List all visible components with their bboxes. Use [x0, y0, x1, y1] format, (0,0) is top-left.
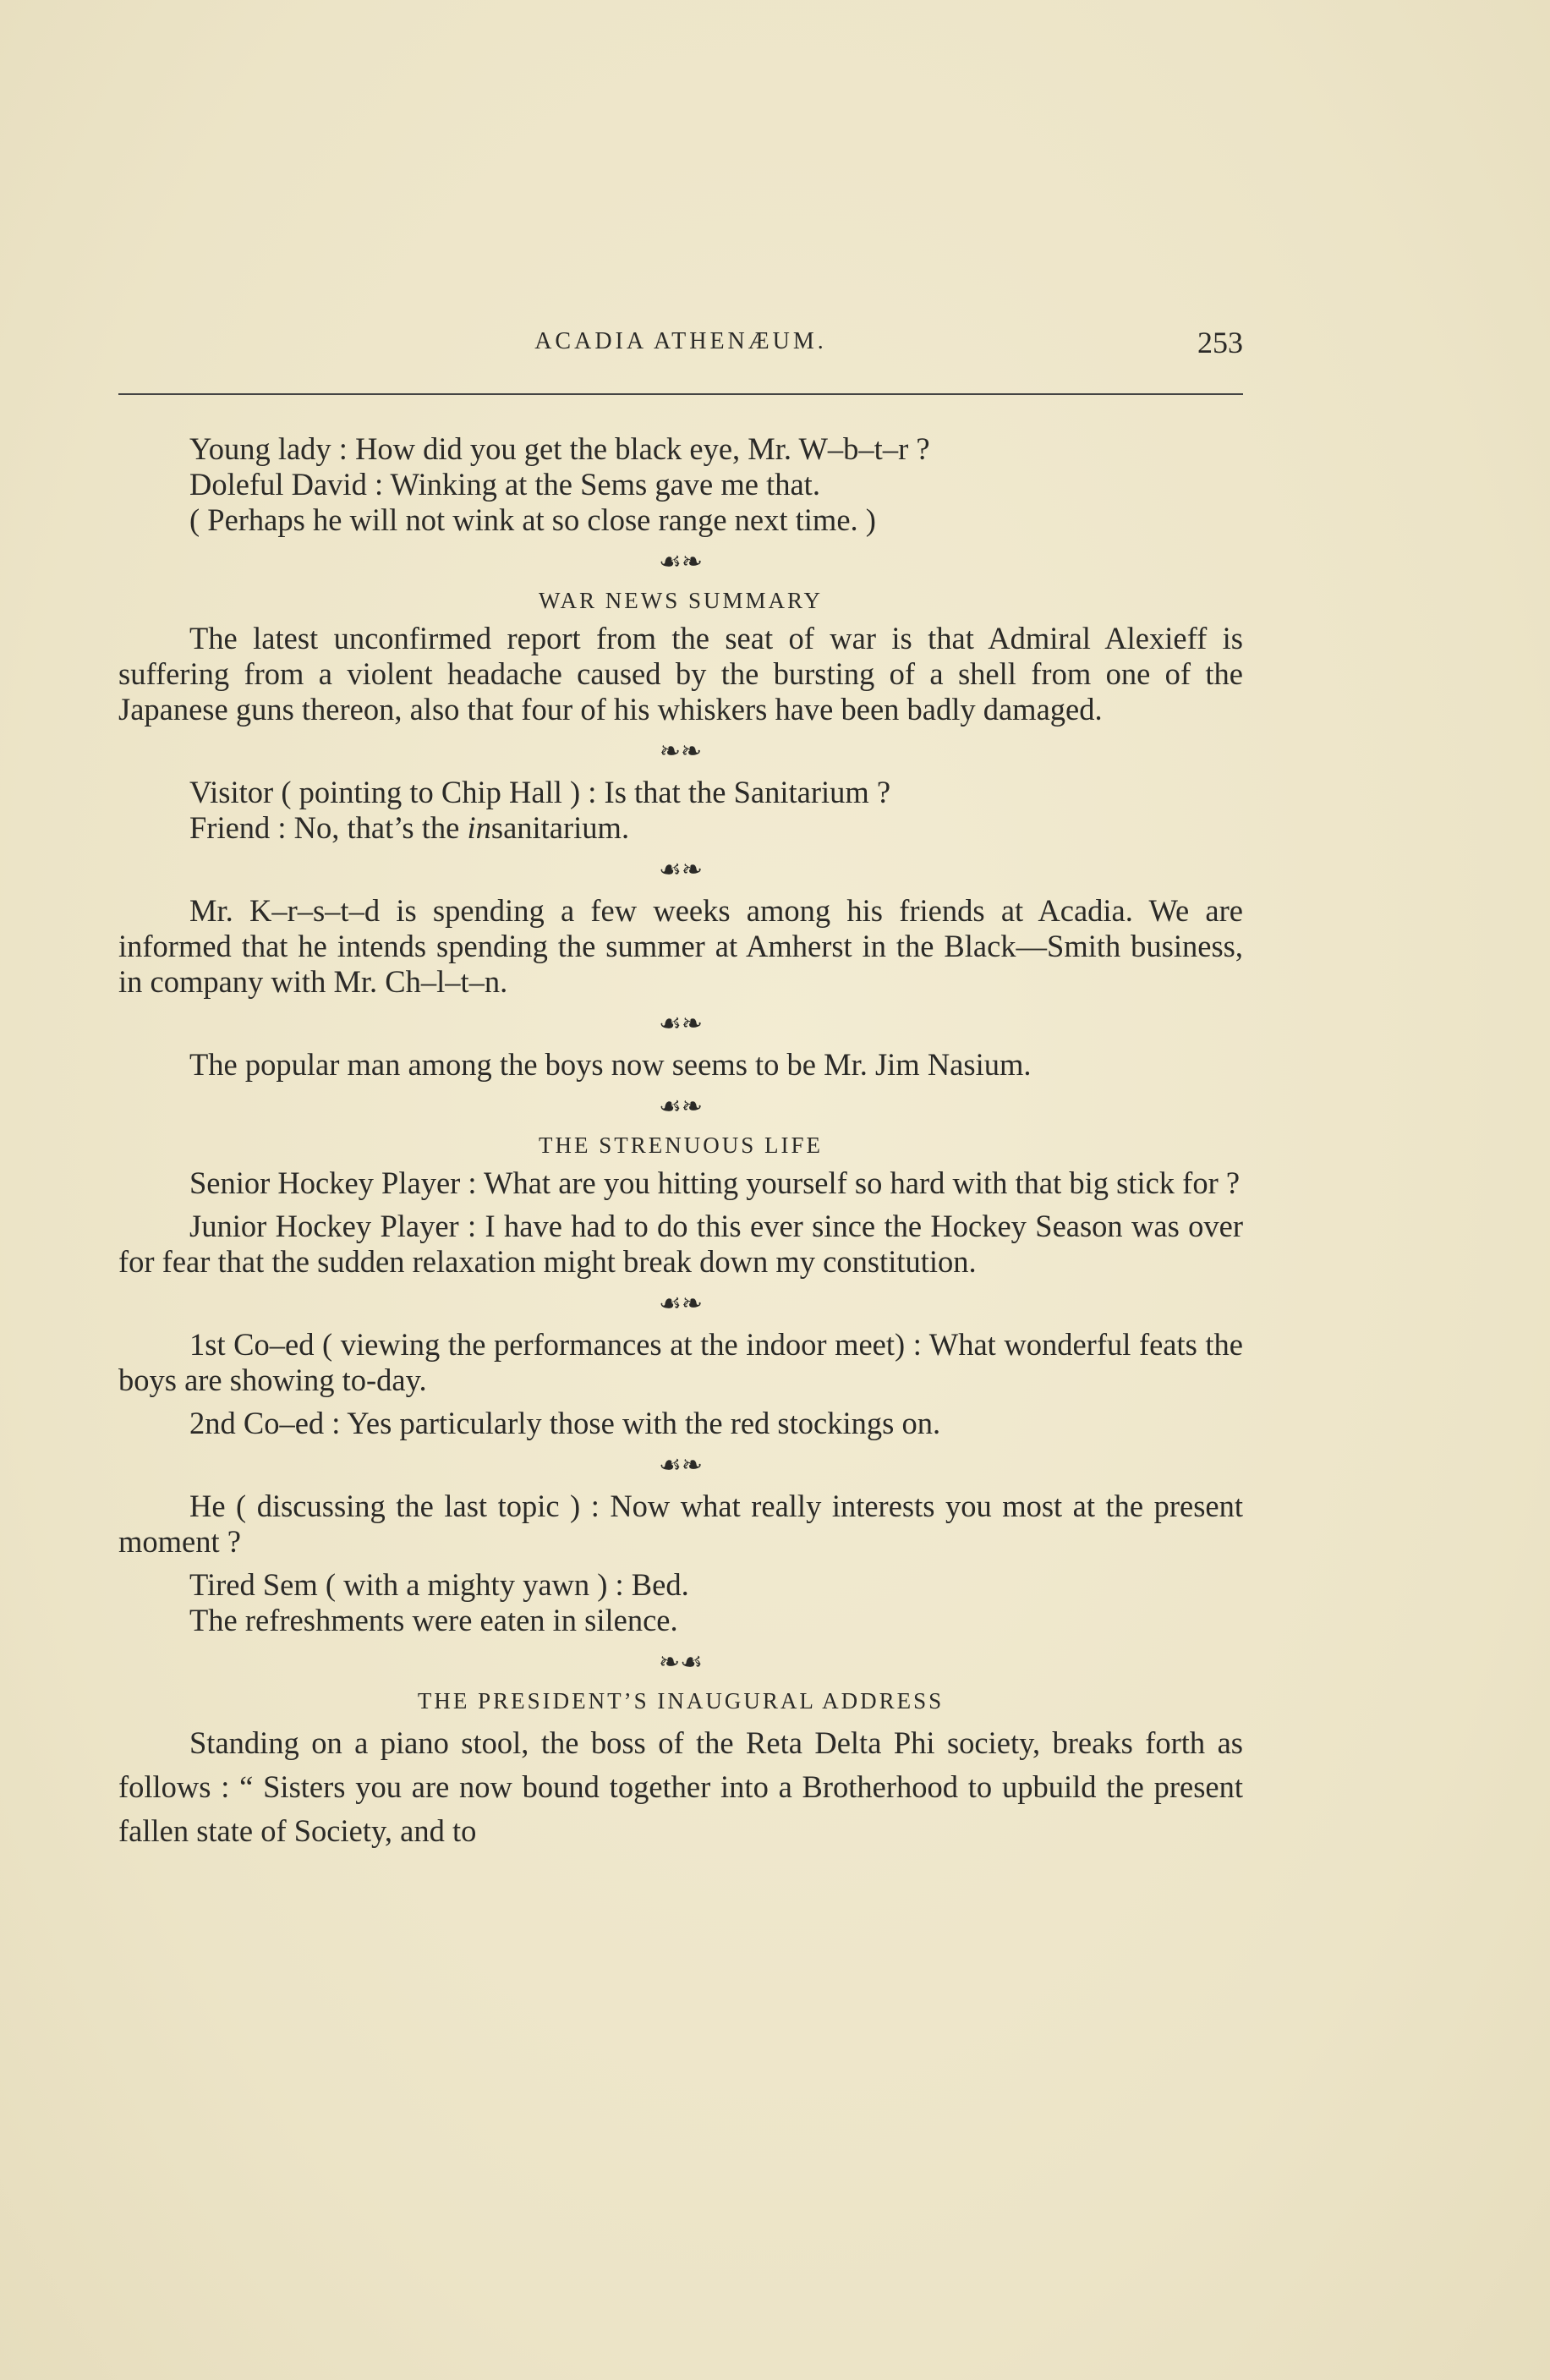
paragraph: The popular man among the boys now seems to be Mr. Jim Nasium.	[189, 1047, 1032, 1082]
paragraph: 1st Co–ed ( viewing the performances at the indoor meet) : What wonderful feats the boys are showing to-day.	[118, 1327, 1243, 1397]
page-header	[118, 320, 1243, 370]
paragraph: Mr. K–r–s–t–d is spending a few weeks among his friends at Acadia. We are informed that he intends spending the summer at Amherst in the Black—Smith business, in company with Mr. Ch–l–t–n.	[118, 893, 1243, 999]
ornament-icon: ❧☙	[658, 1648, 704, 1676]
paragraph: The latest unconfirmed report from the seat of war is that Admiral Alexieff is suffering from a violent headache caused by the bursting of a shell from one of the Japanese guns thereon, also that four of his whiskers have been badly damaged.	[118, 621, 1243, 727]
paragraph: ( Perhaps he will not wink at so close range next time. )	[189, 502, 876, 537]
ornament-icon: ❧❧	[659, 738, 703, 765]
page-number: 253	[1197, 326, 1243, 359]
header-rule	[118, 393, 1243, 395]
paragraph: Young lady : How did you get the black eye, Mr. W–b–t–r ?	[189, 431, 930, 466]
emphasis: in	[467, 810, 491, 845]
ornament-icon: ☙❧	[658, 1290, 704, 1318]
ornament-icon: ☙❧	[658, 1010, 704, 1038]
running-title: ACADIA ATHENÆUM.	[534, 328, 827, 354]
paragraph: Visitor ( pointing to Chip Hall ) : Is that the Sanitarium ?	[189, 775, 891, 809]
section-heading-war-news: WAR NEWS SUMMARY	[538, 588, 824, 613]
paragraph: He ( discussing the last topic ) : Now what really interests you most at the present moment ?	[118, 1489, 1243, 1559]
ornament-icon: ☙❧	[658, 1451, 704, 1479]
ornament-icon: ☙❧	[658, 548, 704, 576]
paragraph: Senior Hockey Player : What are you hitting yourself so hard with that big stick for ?	[189, 1165, 1241, 1200]
paragraph	[118, 810, 1243, 846]
ornament-icon: ☙❧	[658, 1093, 704, 1121]
section-heading-strenuous-life: THE STRENUOUS LIFE	[539, 1132, 823, 1158]
paragraph: 2nd Co–ed : Yes particularly those with the red stockings on.	[189, 1406, 941, 1440]
paragraph: Standing on a piano stool, the boss of the Reta Delta Phi society, breaks forth as follows : “ Sisters you are now bound together into a Brotherhood to upbuild the present fallen state of Society, and to	[118, 1725, 1243, 1848]
ornament-icon: ☙❧	[658, 856, 704, 884]
section-heading-inaugural-address: THE PRESIDENT’S INAUGURAL ADDRESS	[417, 1688, 945, 1714]
paragraph: The refreshments were eaten in silence.	[189, 1603, 678, 1637]
article-body	[118, 431, 1243, 1861]
paragraph: Junior Hockey Player : I have had to do this ever since the Hockey Season was over for fear that the sudden relaxation might break down my constitution.	[118, 1209, 1243, 1279]
text-run: Friend : No, that’s the	[189, 810, 468, 845]
text-run: sanitarium.	[490, 810, 630, 845]
paragraph: Doleful David : Winking at the Sems gave me that.	[189, 467, 820, 502]
paragraph: Tired Sem ( with a mighty yawn ) : Bed.	[189, 1567, 689, 1602]
